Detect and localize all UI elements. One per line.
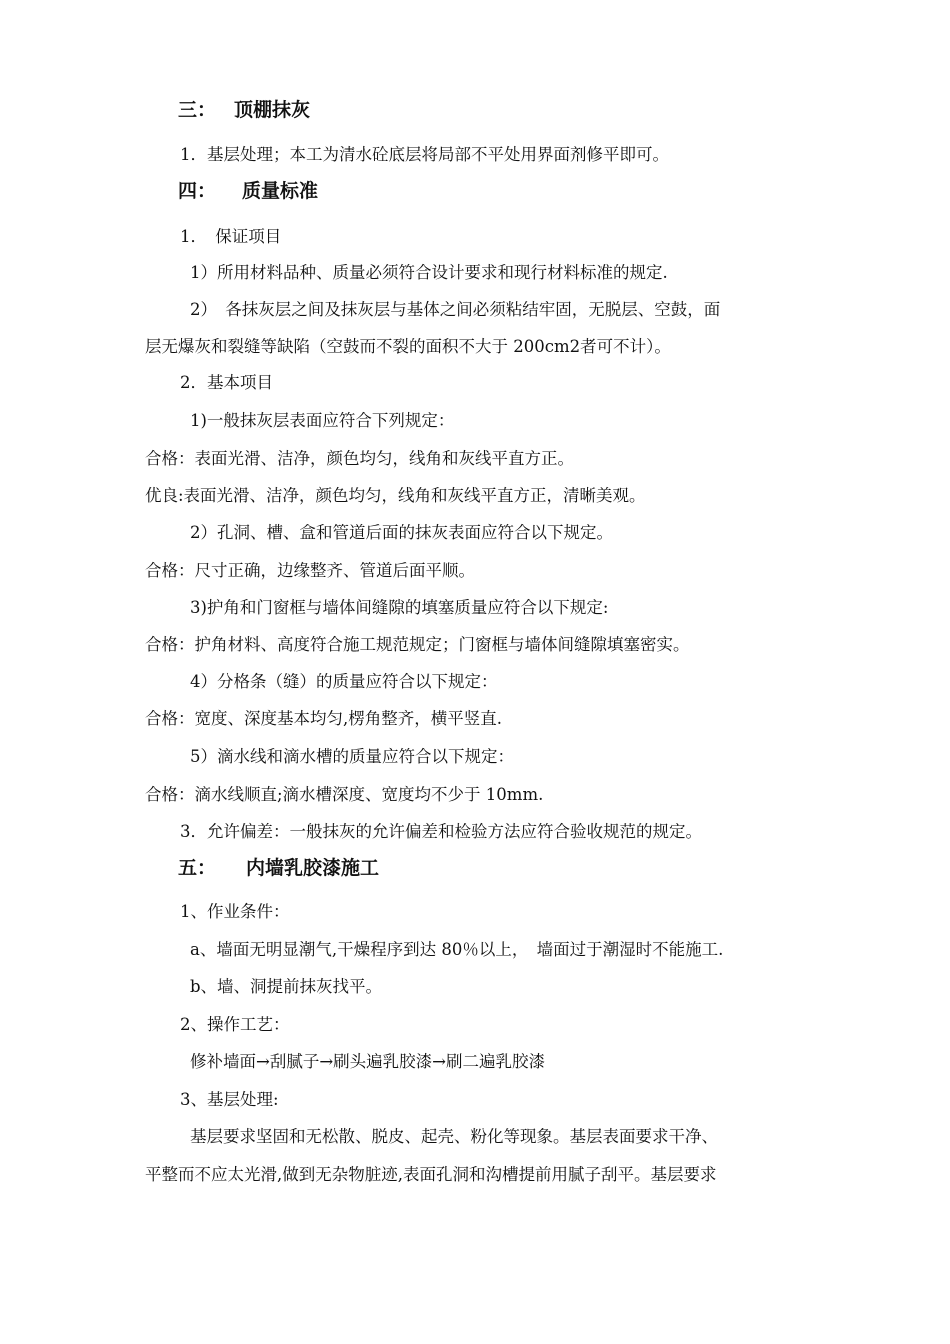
paragraph-line: 合格：表面光滑、洁净，颜色均匀，线角和灰线平直方正。 [145, 449, 574, 468]
paragraph-line: 1． 保证项目 [180, 227, 282, 246]
paragraph-line: 合格：滴水线顺直;滴水槽深度、宽度均不少于 10mm. [145, 785, 544, 804]
paragraph-line: 2、操作工艺： [180, 1015, 290, 1034]
paragraph-line: 1、作业条件： [180, 902, 290, 921]
paragraph-line: 合格：宽度、深度基本均匀,楞角整齐，横平竖直. [145, 709, 502, 728]
paragraph-line: 层无爆灰和裂缝等缺陷（空鼓而不裂的面积不大于 200cm2者可不计）。 [145, 337, 671, 356]
section-number: 三： [178, 99, 217, 121]
paragraph-line: 2．基本项目 [180, 373, 273, 392]
paragraph-line: 合格：护角材料、高度符合施工规范规定；门窗框与墙体间缝隙填塞密实。 [145, 635, 690, 654]
paragraph-line: 1．基层处理；本工为清水砼底层将局部不平处用界面剂修平即可。 [180, 145, 669, 164]
paragraph-line: 2）孔洞、槽、盒和管道后面的抹灰表面应符合以下规定。 [190, 523, 613, 542]
section-heading-4 [178, 178, 318, 204]
paragraph-line: 平整而不应太光滑,做到无杂物脏迹,表面孔洞和沟槽提前用腻子刮平。基层要求 [145, 1165, 717, 1184]
paragraph-line: 3、基层处理: [180, 1090, 279, 1109]
paragraph-line: 3．允许偏差：一般抹灰的允许偏差和检验方法应符合验收规范的规定。 [180, 822, 702, 841]
section-heading-5 [178, 855, 379, 881]
section-title: 内墙乳胶漆施工 [246, 857, 380, 879]
paragraph-line: 4）分格条（缝）的质量应符合以下规定： [190, 672, 498, 691]
section-number: 四： [178, 180, 217, 202]
paragraph-line: a、墙面无明显潮气,干燥程序到达 80％以上， 墙面过于潮湿时不能施工. [190, 940, 724, 959]
paragraph-line: 2） 各抹灰层之间及抹灰层与基体之间必须粘结牢固，无脱层、空鼓，面 [190, 300, 721, 319]
paragraph-line: 3)护角和门窗框与墙体间缝隙的填塞质量应符合以下规定: [190, 598, 609, 617]
section-title: 顶棚抹灰 [234, 99, 311, 121]
paragraph-line: 合格：尺寸正确，边缘整齐、管道后面平顺。 [145, 561, 475, 580]
paragraph-line: 1）所用材料品种、质量必须符合设计要求和现行材料标准的规定. [190, 263, 668, 282]
paragraph-line: 1)一般抹灰层表面应符合下列规定： [190, 411, 455, 430]
paragraph-line: 优良:表面光滑、洁净，颜色均匀，线角和灰线平直方正，清晰美观。 [145, 486, 646, 505]
section-number: 五： [178, 857, 217, 879]
paragraph-line: 基层要求坚固和无松散、脱皮、起壳、粉化等现象。基层表面要求干净、 [190, 1127, 718, 1146]
paragraph-line: 5）滴水线和滴水槽的质量应符合以下规定： [190, 747, 514, 766]
paragraph-line: b、墙、洞提前抹灰找平。 [190, 977, 383, 996]
section-heading-3 [178, 97, 310, 123]
paragraph-line: 修补墙面→刮腻子→刷头遍乳胶漆→刷二遍乳胶漆 [190, 1052, 545, 1071]
section-title: 质量标准 [242, 180, 319, 202]
